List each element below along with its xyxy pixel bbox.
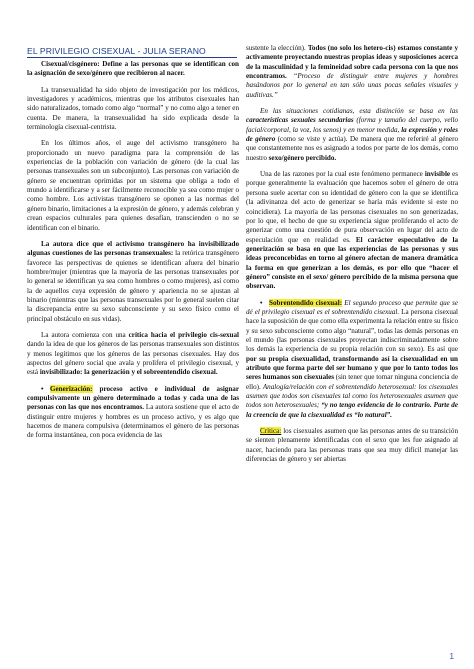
critique-invisibilized: invisibilizado: la generización y el sobreentendido cisexual.	[39, 368, 218, 377]
critica-label: Crítica:	[260, 427, 282, 436]
generizacion-definition: proceso activo e individual de asignar compulsivamente un género determinado a todas y cada una de las personas con las que nos encontramos.	[27, 384, 239, 412]
sobrentendido-claim: por su propia cisexualidad, transformando así la cisexualidad en un atributo que forma parte del ser humano y que por lo tanto todos los seres humanos son cisexuales	[246, 354, 458, 382]
paragraph-everyday	[246, 107, 458, 163]
critica-body: los cisexuales asumen que las personas antes de su transición se sienten plenamente identificadas con el sexo que les fue asignado al nacer, haciendo para las personas trans que sea muy difícil manejar las diferencias de género y ser abiertas	[246, 427, 458, 464]
paragraph-invisible	[246, 170, 458, 291]
right-column	[246, 44, 458, 471]
expression-roles: la expresión y roles de género	[246, 125, 458, 144]
invisible-term: invisible	[424, 170, 451, 179]
perceived-sex: sexo/género percibido.	[268, 153, 337, 162]
invisibilization-detail: la retórica transgénero favorece las perspectivas de quienes se identifican afuera del binario hombre/mujer (mientras que la mayoría de las personas transexuales por lo general se identifican ya sea como hombres o como mujeres), así como la de aquellos cuya expresión de género y apariencia no se ajustan al binario (mientras que las personas transexuales por lo general suelen citar la discrepancia entre su sexo subconsciente y su sexo físico como el principal obstáculo en sus vidas).	[27, 249, 239, 323]
everyday-middle: (forma y tamaño del cuerpo, vello facial/corporal, la voz, los senos) y en menor medida,	[246, 116, 458, 134]
sobrentendido-intro: El segundo proceso que permite que se dé el privilegio cisexual es el sobrentendido cisexual.	[246, 298, 458, 316]
left-column-text	[27, 60, 239, 448]
generizacion-label: Generización:	[50, 384, 93, 393]
everyday-tail: (como se viste y actúa). De manera que me referiré al género que constantemente nos es asignado a todos por parte de los demás, como nuestro	[246, 135, 458, 162]
generizacion-detail: La autora sostiene que el acto de distinguir entre mujeres y hombres es un proceso activo, y es algo que hacemos de manera compulsiva (determinamos el género de las personas de forma instantánea, con poca evidencia de las	[27, 403, 239, 440]
page-number: 1	[449, 652, 454, 661]
paragraph-invisibilization	[27, 240, 239, 324]
projection-quote: “Proceso de distinguir entre mujeres y hombres basándonos por lo general en tan sólo unas pocas señales visuales y auditivas.”	[246, 72, 458, 99]
critique-term: crítica hacia el privilegio cis-sexual	[128, 330, 239, 339]
paragraph-critique	[27, 331, 239, 378]
paragraph-projection	[246, 44, 458, 100]
sobrentendido-body: La persona cisexual hace la suposición de que como ella experimenta la relación entre su físico y su sexo subconsciente como algo “natural”, todas las demás personas en el mundo (las personas cisexuales proyectan indiscriminadamente sobre los demás la experiencia de su propia relación con su sexo). Es así que	[246, 307, 459, 354]
bullet-sobrentendido	[246, 299, 458, 420]
paragraph-transexuality: La transexualidad ha sido objeto de investigación por los médicos, investigadores y académicos, mientras que los atributos cisexuales han sido naturalizados, tomado como algo “normal” y no como algo a tener en cuenta. De manera, la transexualidad ha sido explicada desde la terminología cisexual-centrista.	[27, 85, 239, 132]
paragraph-transgender-activism: En los últimos años, el auge del activismo transgénero ha proporcionado un nuevo paradigma para la comprensión de las experiencias de la población con variación de género (de la cual las personas transexuales son un subconjunto). Las personas con variación de género se encuentran oprimidas por un sistema que obliga a todo el mundo a identificarse y a ser fácilmente reconocible ya sea como mujer o como hombre. Los activistas transgénero se oponen a las normas del género binario, limitaciones a la expresión de género, y además celebran y crean espacios culturales para quienes desafían, transcienden o no se identifican con el binario.	[27, 139, 239, 232]
bullet-icon: •	[260, 298, 263, 307]
secondary-characteristics: características sexuales secundarias	[246, 116, 354, 125]
cisexual-definition: Cisexual/cisgénero: Define a las personas que se identifican con la asignación de sexo/género que recibieron al nacer.	[27, 60, 239, 78]
invisibilization-claim: La autora dice que el activismo transgénero ha invisibilizado algunas cuestiones de las personas transexuales:	[27, 239, 239, 258]
everyday-lead: En las situaciones cotidianas, esta distinción se basa en las	[260, 107, 458, 116]
sobrentendido-aside: (sin tener que tomar ninguna conciencia de ello).	[246, 373, 458, 391]
invisible-body: es porque generalmente la evaluación que hacemos sobre el género de otra persona suele acertar con su identidad de género con la que se identifica (la adivinanza del acto de generizar se haría más evidente si este no coincidiera). La mayoría de las personas cisexuales no son generizadas, por lo que, el hecho de que su experiencia sigue proliferando el acto de generizar como una cuestión de pura observación en lugar del acto de especulación que en realidad es.	[246, 170, 458, 244]
bullet-icon: •	[41, 384, 44, 393]
projection-lead: sustente la elección).	[246, 44, 308, 52]
sobrentendido-label: Sobrentendido cisexual:	[269, 298, 343, 307]
bullet-generizacion	[27, 385, 239, 441]
paragraph-critica	[246, 427, 458, 464]
analogy-conclusion: “y no tengo evidencia de lo contrario. Parte de la creencia de que la cisexualidad es “lo natural”.	[246, 401, 458, 419]
heterosexual-analogy: Analogía/relación con el sobrentendido heterosexual: los cisexuales asumen que todos son cisexuales tal como los heterosexuales asumen que todos son heterosexuales;	[246, 382, 459, 410]
critique-body: dando la idea de que los géneros de las personas transexuales son distintos y menos legítimos que los géneros de las personas cisexuales. Hay dos aspectos del género social que avala y prolifera el privilegio cisexual, y está	[27, 340, 239, 377]
page-title: EL PRIVILEGIO CISEXUAL - JULIA SERANO	[27, 45, 237, 58]
invisible-lead: Una de las razones por la cual este fenómeno permanece	[260, 170, 425, 179]
critique-intro: La autora comienza con una	[41, 330, 129, 339]
projection-claim: Todos (no solo los hetero-cis) estamos constante y activamente proyectando nuestras propias ideas y suposiciones acerca de la masculinidad y la femineidad sobre cada persona con la que nos encontramos.	[246, 44, 458, 81]
speculative-claim: El carácter especulativo de la generización se basa en que las experiencias de las personas y sus ideas preconcebidas en torno al género afectan de manera dramática la forma en que generizan a los demás, es por ello que “hacer el género” consiste en el sexo/ género percibido de la misma persona que observan.	[246, 235, 458, 291]
